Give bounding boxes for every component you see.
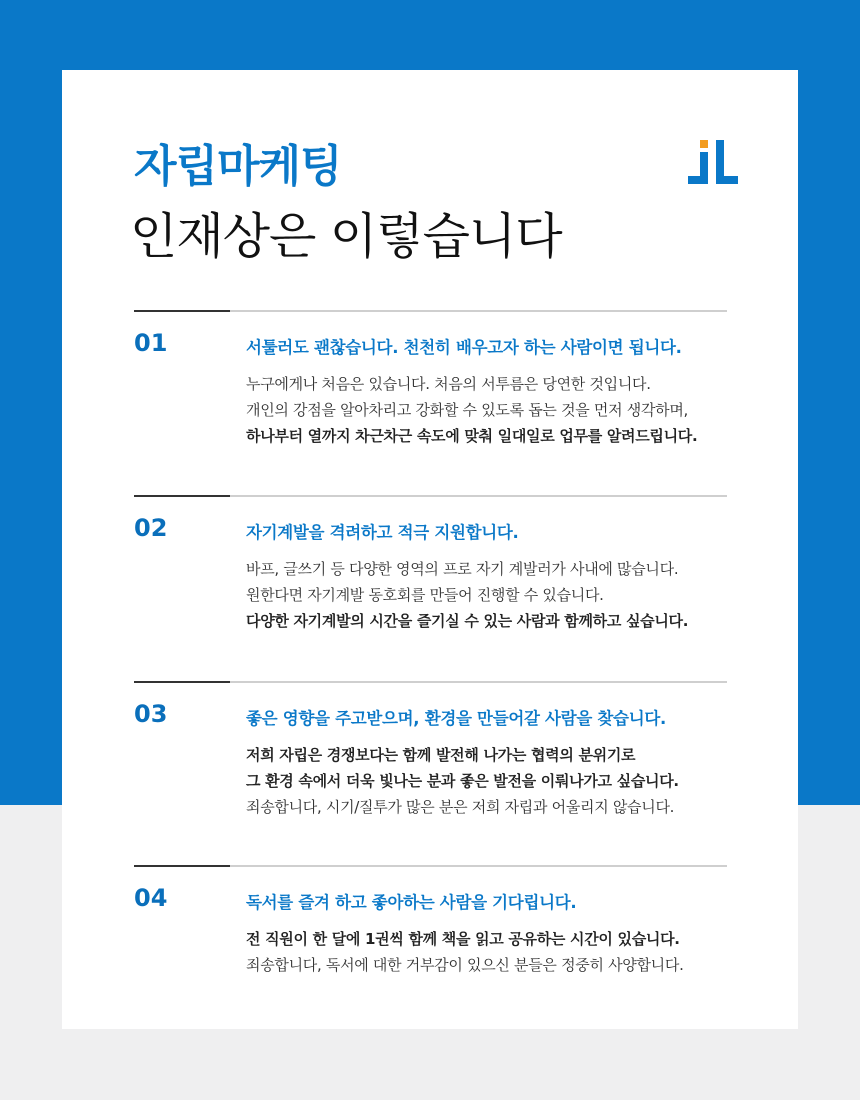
content-card [62, 70, 798, 1029]
section-number: 03 [134, 700, 168, 728]
section-number: 01 [134, 329, 168, 357]
section-divider-accent [134, 495, 230, 497]
section-body [246, 556, 688, 634]
body-line: 누구에게나 처음은 있습니다. 처음의 서투름은 당연한 것입니다. [246, 375, 651, 393]
section-divider-accent [134, 681, 230, 683]
section-heading: 자기계발을 격려하고 적극 지원합니다. [246, 523, 519, 542]
page-title: 자립마케팅 [134, 141, 342, 192]
body-line: 개인의 강점을 알아차리고 강화할 수 있도록 돕는 것을 먼저 생각하며, [246, 401, 689, 419]
section-body [246, 926, 684, 978]
section-heading: 좋은 영향을 주고받으며, 환경을 만들어갈 사람을 찾습니다. [246, 709, 666, 728]
body-line-emphasis: 하나부터 열까지 차근차근 속도에 맞춰 일대일로 업무를 알려드립니다. [246, 427, 698, 445]
body-line-emphasis: 저희 자립은 경쟁보다는 함께 발전해 나가는 협력의 분위기로 [246, 746, 636, 764]
jl-logo-icon [688, 136, 740, 188]
section-heading: 독서를 즐겨 하고 좋아하는 사람을 기다립니다. [246, 893, 577, 912]
body-line-emphasis: 전 직원이 한 달에 1권씩 함께 책을 읽고 공유하는 시간이 있습니다. [246, 930, 680, 948]
section-divider [230, 865, 727, 867]
body-line: 바프, 글쓰기 등 다양한 영역의 프로 자기 계발러가 사내에 많습니다. [246, 560, 679, 578]
section-divider-accent [134, 310, 230, 312]
page-subtitle: 인재상은 이렇습니다 [130, 208, 562, 265]
section-divider [230, 681, 727, 683]
body-line: 죄송합니다, 시기/질투가 많은 분은 저희 자립과 어울리지 않습니다. [246, 798, 675, 816]
section-divider [230, 310, 727, 312]
section-divider [230, 495, 727, 497]
body-line: 원한다면 자기계발 동호회를 만들어 진행할 수 있습니다. [246, 586, 604, 604]
section-number: 02 [134, 514, 168, 542]
body-line: 죄송합니다, 독서에 대한 거부감이 있으신 분들은 정중히 사양합니다. [246, 956, 684, 974]
section-divider-accent [134, 865, 230, 867]
section-body [246, 371, 697, 449]
body-line-emphasis: 다양한 자기계발의 시간을 즐기실 수 있는 사람과 함께하고 싶습니다. [246, 612, 689, 630]
section-body [246, 742, 679, 820]
section-heading: 서툴러도 괜찮습니다. 천천히 배우고자 하는 사람이면 됩니다. [246, 338, 682, 357]
section-number: 04 [134, 884, 168, 912]
body-line-emphasis: 그 환경 속에서 더욱 빛나는 분과 좋은 발전을 이뤄나가고 싶습니다. [246, 772, 679, 790]
